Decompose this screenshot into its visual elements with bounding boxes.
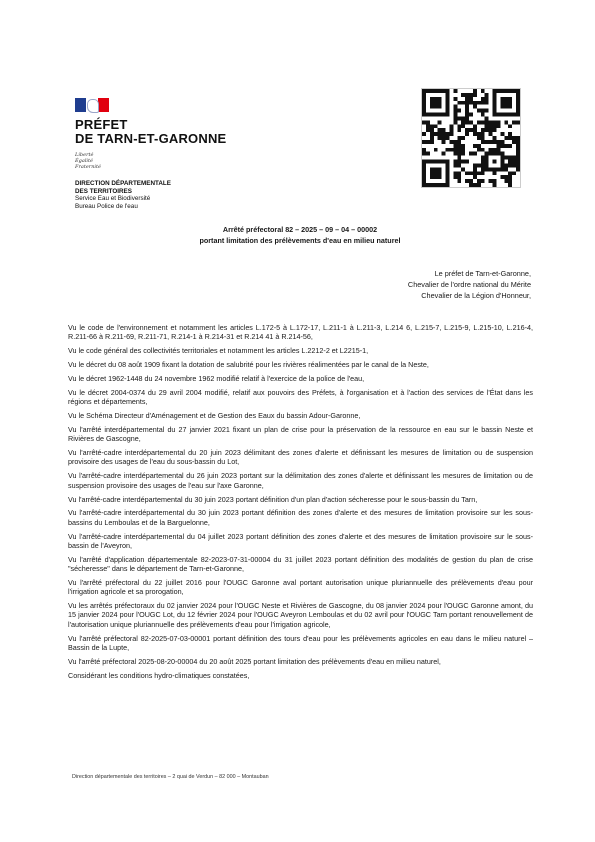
visa-paragraph: Vu le décret 2004-0374 du 29 avril 2004 modifié, relatif aux pouvoirs des Préfets, à l'organisation et à l'action des services de l'État dans les régions et départements,: [68, 387, 533, 407]
visa-paragraph: Vu le Schéma Directeur d'Aménagement et de Gestion des Eaux du bassin Adour-Garonne,: [68, 411, 361, 421]
republic-motto: Liberté Égalité Fraternité: [75, 152, 101, 170]
visa-paragraph: Vu le code général des collectivités territoriales et notamment les articles L.2212-2 et L2215-1,: [68, 346, 369, 356]
visa-paragraph: Vu les arrêtés préfectoraux du 02 janvier 2024 pour l'OUGC Neste et Rivières de Gascogne, du 08 janvier 2024 pour l'OUGC Garonne amont, du 15 janvier 2024 pour l'OUGC Lot, du 12 février 2024 pour l'OUGC Aveyron Lemboulas et du 02 avril pour l'OUGC Tarn portant renouvellement de l'autorisation unique pluriannuelle des prélèvements d'eau pour l'irrigation agricole,: [68, 601, 533, 629]
visa-paragraph: Vu l'arrêté d'application départementale 82-2023-07-31-00004 du 31 juillet 2023 portant définition des modalités de gestion du plan de crise "sécheresse" dans le département de Tarn-et-Garonne,: [68, 554, 533, 574]
issuing-direction: DIRECTION DÉPARTEMENTALE DES TERRITOIRES: [75, 180, 171, 195]
visa-paragraph: Vu l'arrêté-cadre interdépartemental du 20 juin 2023 délimitant des zones d'alerte et définissant les mesures de limitation ou de suspension provisoire des usages de l'eau du sous-bassin du Lot,: [68, 448, 533, 467]
visa-list: [68, 323, 533, 685]
prefecture-logo: [75, 98, 245, 210]
decree-subject: portant limitation des prélèvements d'eau en milieu naturel: [199, 236, 401, 245]
qr-code-icon: [421, 88, 521, 188]
issuing-service: Service Eau et Biodiversité Bureau Police de l'eau: [75, 195, 151, 210]
marianne-icon: [75, 98, 109, 112]
visa-paragraph: Vu l'arrêté-cadre interdépartemental du 26 juin 2023 portant sur la délimitation des zones d'alerte et définissant les mesures de limitation ou de suspension provisoire des usages de l'eau sur l'axe Garonne,: [68, 471, 533, 490]
prefecture-name: PRÉFET DE TARN-ET-GARONNE: [75, 117, 227, 146]
visa-paragraph: Vu l'arrêté-cadre interdépartemental du 30 juin 2023 portant définition des zones d'alerte et des mesures de limitation provisoire sur les sous-bassins du Lemboulas et de la Barguelonne,: [68, 508, 533, 527]
signatory-block: Le préfet de Tarn-et-Garonne, Chevalier de l'ordre national du Mérite Chevalier de la Légion d'Honneur,: [407, 269, 531, 300]
decree-title: [100, 224, 500, 246]
visa-paragraph: Vu l'arrêté préfectoral 2025-08-20-00004 du 20 août 2025 portant limitation des prélèvements d'eau en milieu naturel,: [68, 656, 441, 666]
decree-number: Arrêté préfectoral 82 – 2025 – 09 – 04 – 00002: [222, 225, 378, 234]
considerant-paragraph: Considérant les conditions hydro-climatiques constatées,: [68, 670, 250, 680]
visa-paragraph: Vu le code de l'environnement et notamment les articles L.172-5 à L.172-17, L.211-1 à L.211-3, L.214 6, L.215-7, L.215-9, L.215-10, L.216-4, R.211-66 à R.211-69, R.211-71, R.214-1 à R.214-31 et R.214 41 à R.214-56,: [68, 323, 533, 342]
visa-paragraph: Vu l'arrêté interdépartemental du 27 janvier 2021 fixant un plan de crise pour la préservation de la ressource en eau sur le bassin Neste et Rivières de Gascogne,: [68, 424, 533, 444]
visa-paragraph: Vu l'arrêté préfectoral 82-2025-07-03-00001 portant définition des tours d'eau pour les prélèvements agricoles en eau dans le milieu naturel – Bassin de la Lupte,: [68, 633, 533, 652]
visa-paragraph: Vu l'arrêté-cadre interdépartemental du 30 juin 2023 portant définition d'un plan d'action sécheresse pour le sous-bassin du Tarn,: [68, 494, 478, 504]
visa-paragraph: Vu l'arrêté-cadre interdépartemental du 04 juillet 2023 portant définition des zones d'alerte et des mesures de limitation provisoire sur le sous-bassin de l'Aveyron,: [68, 531, 533, 550]
visa-paragraph: Vu le décret du 08 août 1909 fixant la dotation de salubrité pour les rivières réalimentées par le canal de la Neste,: [68, 360, 429, 370]
visa-paragraph: Vu l'arrêté préfectoral du 22 juillet 2016 pour l'OUGC Garonne aval portant autorisation unique pluriannuelle des prélèvements d'eau pour l'irrigation agricole et sa prorogation,: [68, 577, 533, 597]
visa-paragraph: Vu le décret 1962-1448 du 24 novembre 1962 modifié relatif à l'exercice de la police de l'eau,: [68, 373, 365, 383]
page-footer: Direction départementale des territoires – 2 quai de Verdun – 82 000 – Montauban: [72, 774, 269, 780]
